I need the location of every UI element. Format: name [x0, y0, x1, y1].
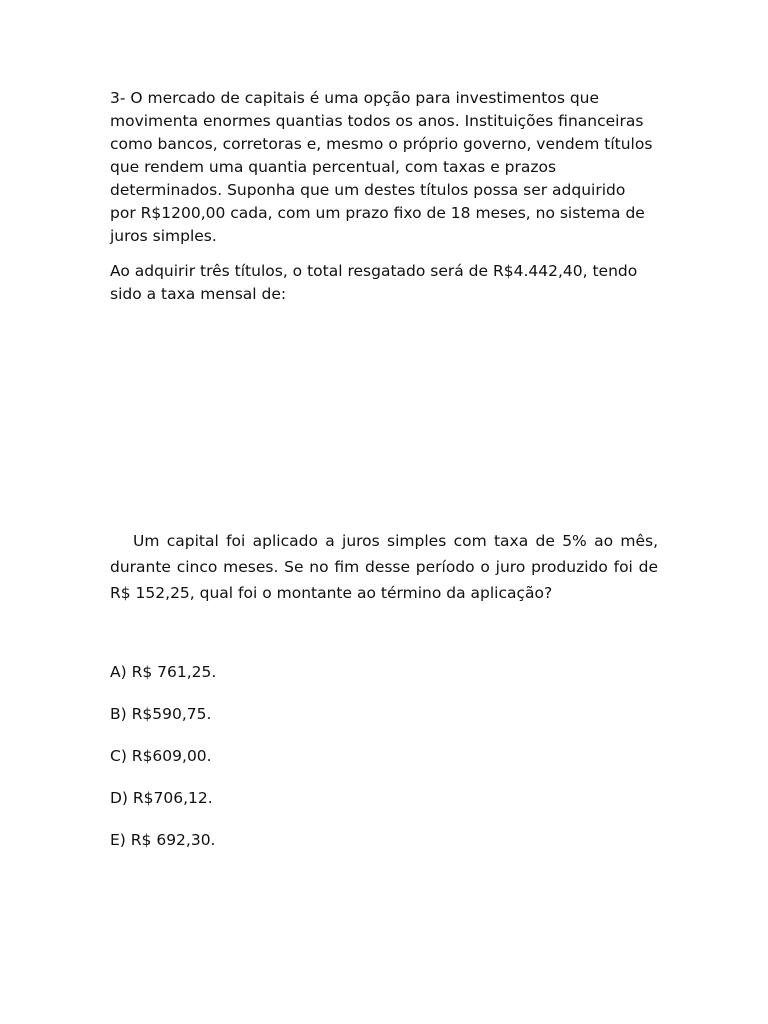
text-line: durante cinco meses. Se no fim desse período o juro produzido foi de	[110, 558, 658, 576]
text-line: 3- O mercado de capitais é uma opção para investimentos que	[110, 89, 600, 107]
answer-option-c: C) R$609,00.	[110, 747, 212, 765]
text-line: Ao adquirir três títulos, o total resgatado será de R$4.442,40, tendo	[110, 262, 638, 280]
text-line: como bancos, corretoras e, mesmo o próprio governo, vendem títulos	[110, 135, 653, 153]
text-line: que rendem uma quantia percentual, com taxas e prazos	[110, 158, 557, 176]
question-3	[110, 87, 670, 306]
question-4	[110, 528, 658, 606]
answer-option-a: A) R$ 761,25.	[110, 663, 217, 681]
question-3-paragraph-2	[110, 260, 670, 306]
answer-option-b: B) R$590,75.	[110, 705, 212, 723]
text-line: determinados. Suponha que um destes títulos possa ser adquirido	[110, 181, 626, 199]
text-line: sido a taxa mensal de:	[110, 285, 287, 303]
text-line: Um capital foi aplicado a juros simples com taxa de 5% ao mês,	[133, 532, 658, 550]
answer-option-e: E) R$ 692,30.	[110, 831, 216, 849]
text-line: movimenta enormes quantias todos os anos. Instituições financeiras	[110, 112, 644, 130]
answer-option-d: D) R$706,12.	[110, 789, 213, 807]
text-line: juros simples.	[110, 227, 217, 245]
question-3-paragraph-1	[110, 87, 670, 248]
text-line: por R$1200,00 cada, com um prazo fixo de 18 meses, no sistema de	[110, 204, 645, 222]
text-line: R$ 152,25, qual foi o montante ao término da aplicação?	[110, 584, 553, 602]
